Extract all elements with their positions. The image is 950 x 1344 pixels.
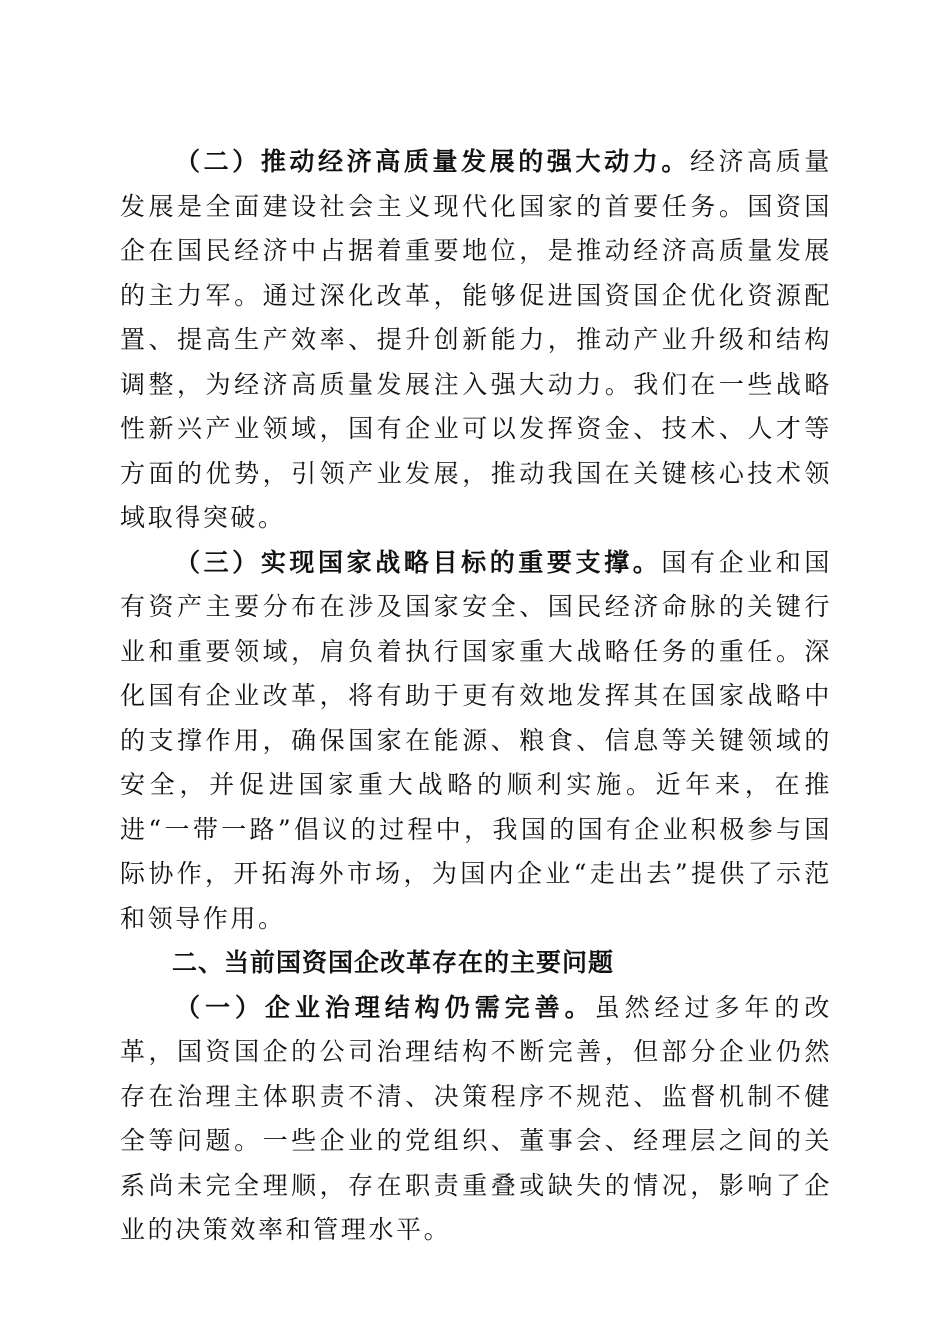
paragraph-lead: （二）推动经济高质量发展的强大动力。 <box>175 147 690 176</box>
paragraph-lead: （三）实现国家战略目标的重要支撑。 <box>175 547 662 577</box>
paragraph-text: 国有企业和国有资产主要分布在涉及国家安全、国民经济命脉的关键行业和重要领域，肩负着执行国家重大战略任务的重任。深化国有企业改革，将有助于更有效地发挥其在国家战略中的支撑作用，确保国家在能源、粮食、信息等关键领域的安全，并促进国家重大战略的顺利实施。近年来，在推进“一带一路”倡议的过程中，我国的国有企业积极参与国际协作，开拓海外市场，为国内企业“走出去”提供了示范和领导作用。 <box>120 547 833 933</box>
paragraph-lead: （一）企业治理结构仍需完善。 <box>175 992 595 1022</box>
paragraph-economic-development <box>120 140 832 541</box>
section-heading: 二、当前国资国企改革存在的主要问题 <box>172 948 615 977</box>
paragraph-text: 经济高质量发展是全面建设社会主义现代化国家的首要任务。国资国企在国民经济中占据着重要地位，是推动经济高质量发展的主力军。通过深化改革，能够促进国资国企优化资源配置、提高生产效率、提升创新能力，推动产业升级和结构调整，为经济高质量发展注入强大动力。我们在一些战略性新兴产业领域，国有企业可以发挥资金、技术、人才等方面的优势，引领产业发展，推动我国在关键核心技术领域取得突破。 <box>120 147 832 532</box>
paragraph-national-strategy <box>120 541 832 942</box>
paragraph-text: 虽然经过多年的改革，国资国企的公司治理结构不断完善，但部分企业仍然存在治理主体职责不清、决策程序不规范、监督机制不健全等问题。一些企业的党组织、董事会、经理层之间的关系尚未完全理顺，存在职责重叠或缺失的情况，影响了企业的决策效率和管理水平。 <box>120 992 832 1244</box>
document-body <box>120 140 832 1253</box>
paragraph-governance-structure <box>120 986 832 1253</box>
